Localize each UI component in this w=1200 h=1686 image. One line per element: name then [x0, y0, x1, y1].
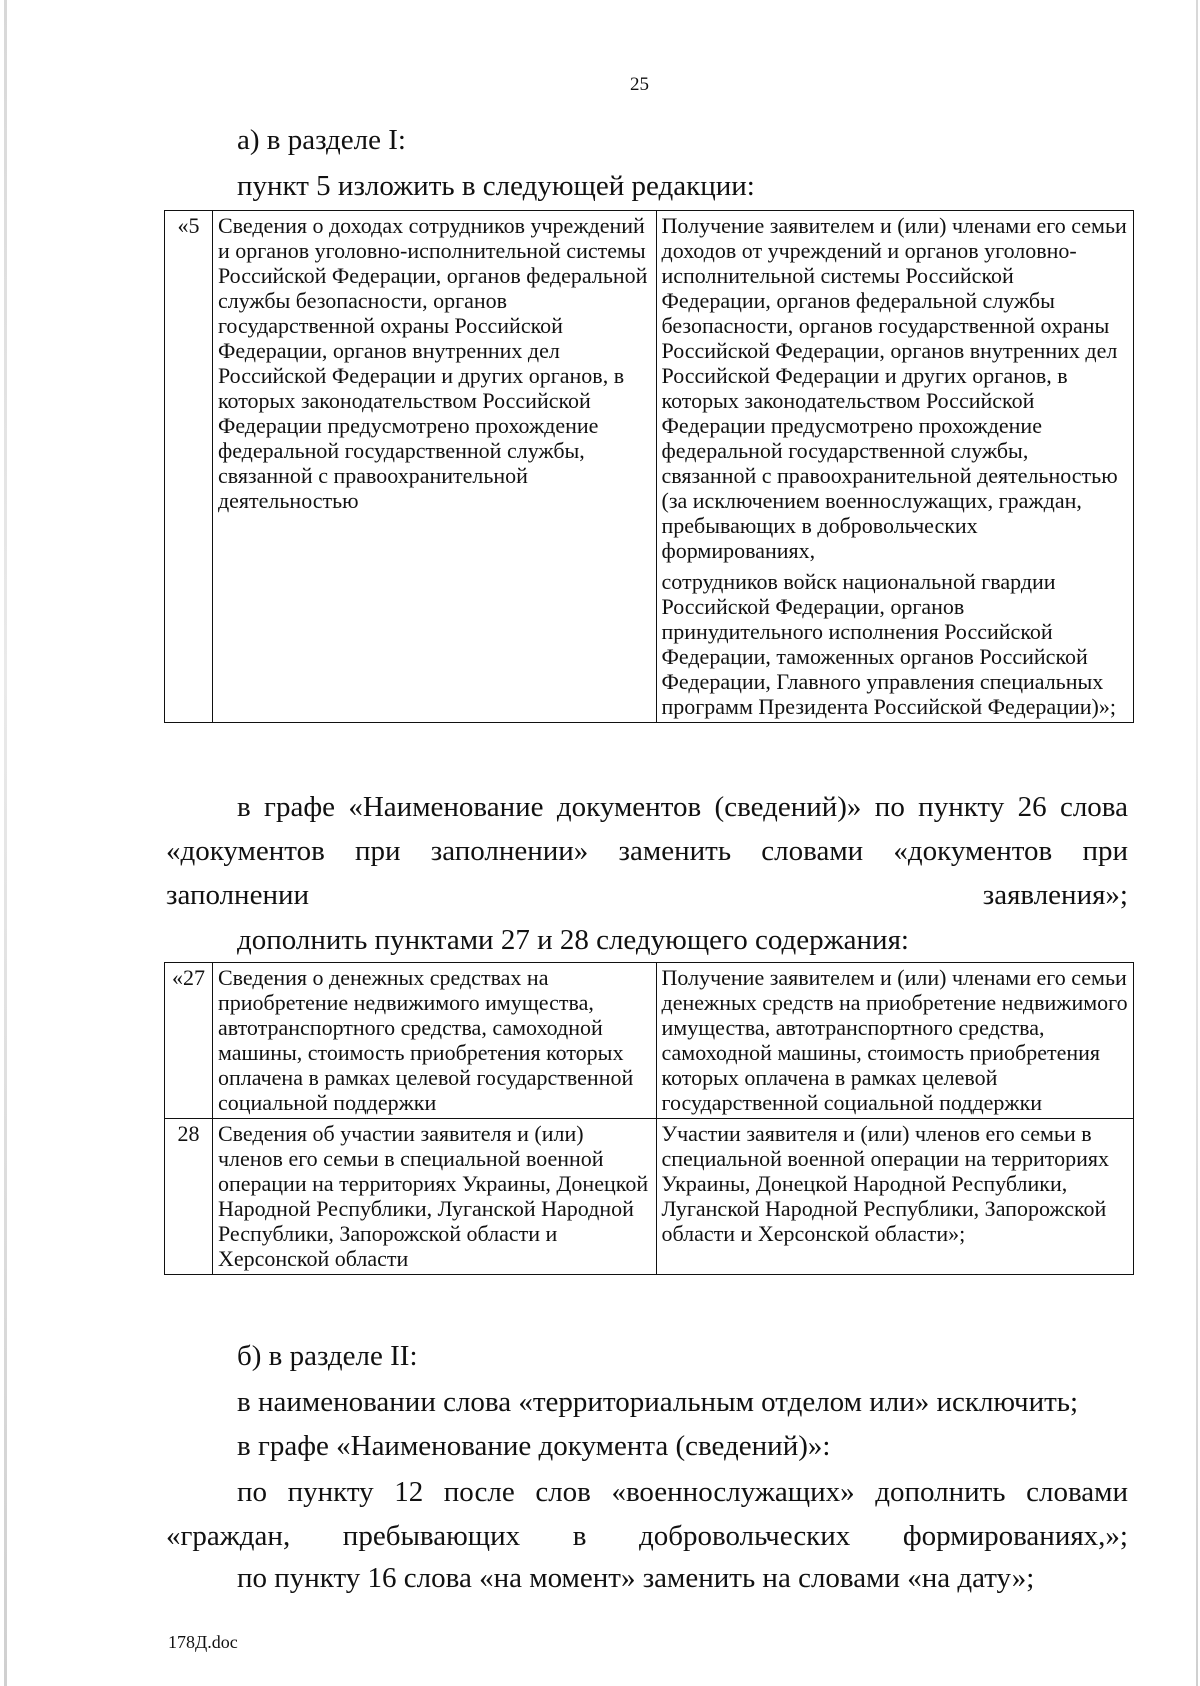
document-name-text: Сведения о денежных средствах на приобретение недвижимого имущества, автотранспортного средства, самоходной машины, стоимость приобретения которых оплачена в рамках целевой государственной социальной поддержки: [217, 965, 634, 1115]
page-number: 25: [630, 74, 649, 95]
amendment-table-item-5: [164, 210, 1134, 723]
paragraph-item-12-change: по пункту 12 после слов «военнослужащих» дополнить словами «граждан, пребывающих в добровольческих формированиях,»;: [166, 1476, 1128, 1552]
table-row: [165, 963, 1134, 1119]
document-name-text: Сведения об участии заявителя и (или) членов его семьи в специальной военной операции на территориях Украины, Донецкой Народной Республики, Луганской Народной Республики, Запорожской области и Херсонской области: [217, 1121, 649, 1271]
document-description-cell: [656, 211, 1134, 723]
document-description-cell: [656, 963, 1134, 1119]
amendment-table-items-27-28: [164, 962, 1134, 1275]
paragraph-items-27-28-intro: дополнить пунктами 27 и 28 следующего содержания:: [237, 924, 909, 956]
row-number: «5: [165, 211, 213, 723]
document-description-text: Участии заявителя и (или) членов его семьи в специальной военной операции на территориях Украины, Донецкой Народной Республики, Луганской Народной Республики, Запорожской области и Херсонской области»;: [661, 1121, 1109, 1246]
scan-edge-left: [4, 0, 7, 1686]
document-name-cell: [212, 963, 656, 1119]
document-name-text: Сведения о доходах сотрудников учреждений и органов уголовно-исполнительной системы Российской Федерации, органов федеральной службы безопасности, органов государственной охраны Российской Федерации, органов внутренних дел Российской Федерации и других органов, в которых законодательством Российской Федерации предусмотрено прохождение федеральной государственной службы, связанной с правоохранительной деятельностью: [217, 213, 648, 513]
paragraph-column-intro: в графе «Наименование документа (сведений)»:: [237, 1430, 831, 1462]
document-description-text: Получение заявителем и (или) членами его семьи доходов от учреждений и органов уголовно-исполнительной системы Российской Федерации, органов федеральной службы безопасности, органов государственной охраны Российской Федерации, органов внутренних дел Российской Федерации и других органов, в которых законодательством Российской Федерации предусмотрено прохождение федеральной государственной службы, связанной с правоохранительной деятельностью (за исключением военнослужащих, граждан, пребывающих в добровольческих формированиях,: [661, 213, 1127, 563]
footer-filename: 178Д.doc: [168, 1632, 238, 1652]
row-number: 28: [165, 1119, 213, 1275]
paragraph-section-2: б) в разделе II:: [237, 1340, 418, 1372]
document-name-cell: [212, 211, 656, 723]
paragraph-item-26-change: в графе «Наименование документов (сведений)» по пункту 26 слова «документов при заполнении» заменить словами «документов при заполнении заявления»;: [166, 791, 1128, 911]
document-description-cell: [656, 1119, 1134, 1275]
document-name-cell: [212, 1119, 656, 1275]
table-row: [165, 1119, 1134, 1275]
table-row: [165, 211, 1134, 723]
row-number: «27: [165, 963, 213, 1119]
paragraph-title-change: в наименовании слова «территориальным отделом или» исключить;: [237, 1386, 1079, 1418]
scan-edge-right: [1196, 0, 1198, 1686]
paragraph-item-16-change: по пункту 16 слова «на момент» заменить на словами «на дату»;: [237, 1562, 1035, 1594]
document-description-continuation: сотрудников войск национальной гвардии Российской Федерации, органов принудительного исполнения Российской Федерации, таможенных органов Российской Федерации, Главного управления специальных программ Президента Российской Федерации)»;: [661, 569, 1116, 719]
document-description-text: Получение заявителем и (или) членами его семьи денежных средств на приобретение недвижимого имущества, автотранспортного средства, самоходной машины, стоимость приобретения которых оплачена в рамках целевой государственной социальной поддержки: [661, 965, 1128, 1115]
paragraph-item-5-intro: пункт 5 изложить в следующей редакции:: [237, 170, 755, 202]
paragraph-section-1: а) в разделе I:: [237, 124, 406, 156]
